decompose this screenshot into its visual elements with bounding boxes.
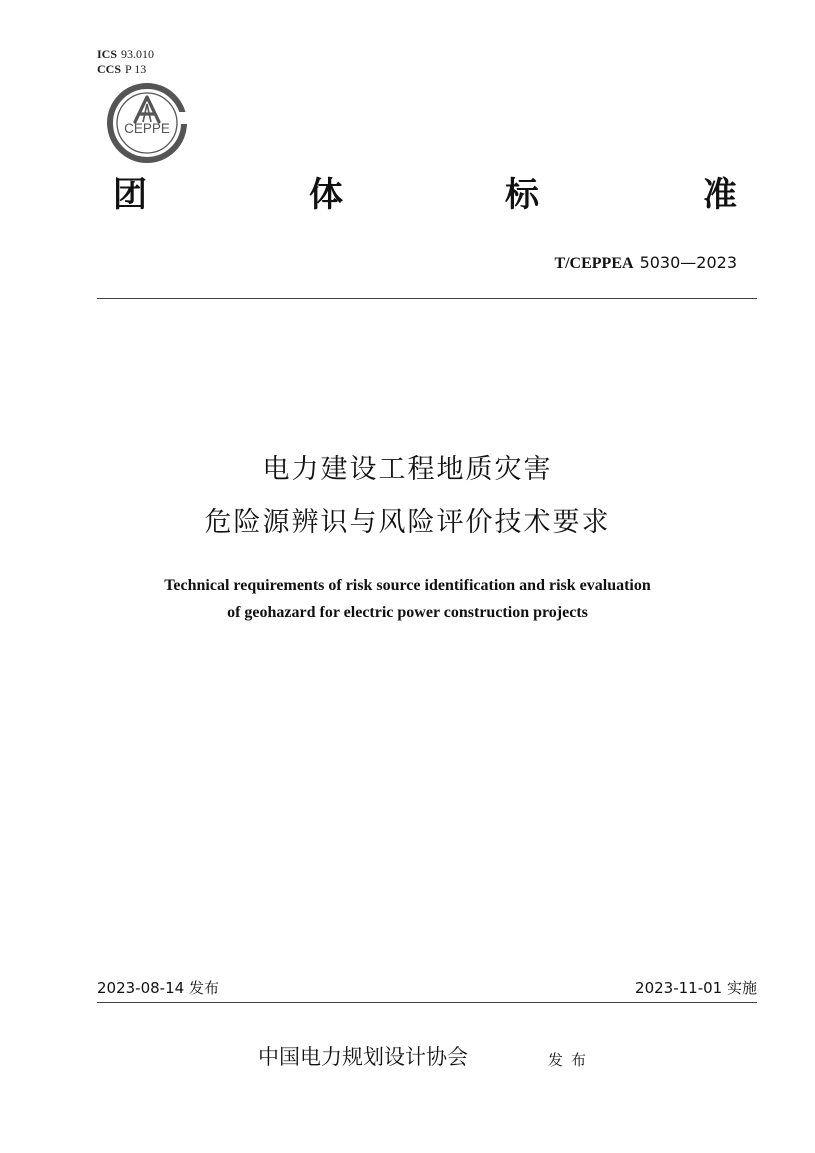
standard-code bbox=[554, 253, 737, 274]
header-char-4: 准 bbox=[703, 175, 737, 215]
association-logo-icon bbox=[106, 82, 188, 164]
header-char-3: 标 bbox=[505, 175, 539, 215]
header-char-1: 团 bbox=[113, 175, 147, 215]
title-en-line2: of geohazard for electric power construction projects bbox=[227, 604, 588, 621]
publish-label: 发布 bbox=[548, 1051, 595, 1069]
bottom-divider bbox=[97, 1002, 757, 1003]
ccs-value: P 13 bbox=[125, 62, 147, 76]
top-divider bbox=[97, 298, 757, 299]
ics-label: ICS bbox=[97, 47, 118, 61]
ics-code bbox=[97, 47, 154, 61]
standard-number: 5030—2023 bbox=[639, 253, 737, 272]
title-cn-line1: 电力建设工程地质灾害 bbox=[262, 454, 553, 485]
standard-prefix: T/CEPPEA bbox=[554, 255, 634, 272]
ics-value: 93.010 bbox=[121, 47, 155, 61]
logo-text: CEPPE bbox=[124, 121, 170, 136]
title-cn-line2: 危险源辨识与风险评价技术要求 bbox=[204, 507, 611, 538]
publish-date: 2023-08-14 发布 bbox=[97, 979, 219, 997]
header-char-2: 体 bbox=[309, 175, 343, 215]
title-en-line1: Technical requirements of risk source identification and risk evaluation bbox=[164, 577, 651, 594]
publisher-name: 中国电力规划设计协会 bbox=[258, 1045, 468, 1069]
implementation-date: 2023-11-01 实施 bbox=[635, 979, 757, 997]
ccs-code bbox=[97, 62, 146, 76]
ccs-label: CCS bbox=[97, 62, 122, 76]
